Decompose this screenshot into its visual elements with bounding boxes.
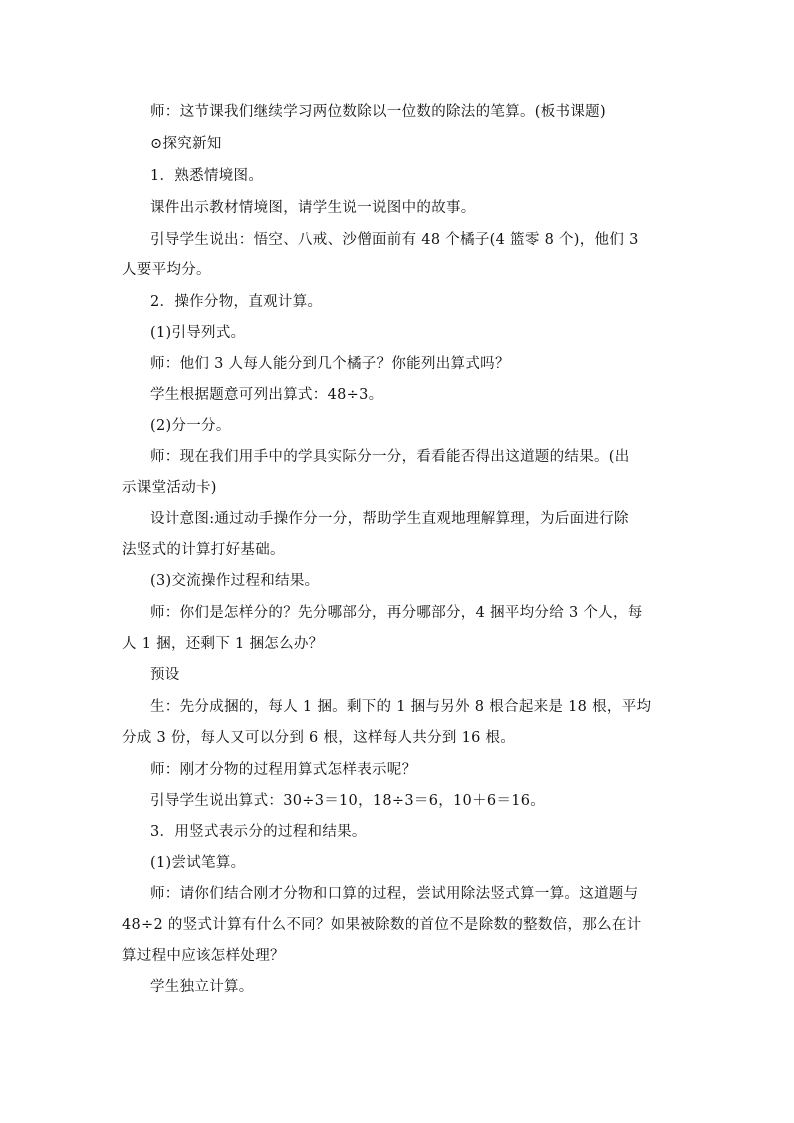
paragraph-line: 师：现在我们用手中的学具实际分一分，看看能否得出这道题的结果。(出 [150,449,630,465]
section-heading: ⊙探究新知 [150,136,222,152]
step-heading: 2．操作分物，直观计算。 [150,294,323,310]
paragraph-line: 法竖式的计算打好基础。 [122,542,285,558]
paragraph-line: 引导学生说出：悟空、八戒、沙僧面前有 48 个橘子(4 篮零 8 个)，他们 3 [150,232,639,248]
paragraph-line: 学生根据题意可列出算式：48÷3。 [150,387,384,403]
paragraph-line: 预设 [150,667,180,683]
paragraph-line: 课件出示教材情境图，请学生说一说图中的故事。 [150,200,476,216]
sub-step-heading: (3)交流操作过程和结果。 [150,573,320,589]
paragraph-line: 人 1 捆，还剩下 1 捆怎么办？ [122,636,324,652]
paragraph-line: 示课堂活动卡) [122,480,217,496]
paragraph-line: 48÷2 的竖式计算有什么不同？如果被除数的首位不是除数的整数倍，那么在计 [122,917,642,933]
paragraph-line: 引导学生说出算式：30÷3＝10，18÷3＝6，10＋6＝16。 [150,793,546,809]
paragraph-line: 师：你们是怎样分的？先分哪部分，再分哪部分，4 捆平均分给 3 个人，每 [150,605,643,621]
paragraph-line: 算过程中应该怎样处理？ [122,948,285,964]
paragraph-line: 师：他们 3 人每人能分到几个橘子？你能列出算式吗？ [150,356,510,372]
paragraph-line: 师：刚才分物的过程用算式怎样表示呢？ [150,762,417,778]
sub-step-heading: (1)尝试笔算。 [150,855,246,871]
paragraph-line: 人要平均分。 [122,262,211,278]
paragraph-line: 分成 3 份，每人又可以分到 6 根，这样每人共分到 16 根。 [122,730,516,746]
paragraph-line: 师：这节课我们继续学习两位数除以一位数的除法的笔算。(板书课题) [150,104,606,120]
paragraph-line: 设计意图:通过动手操作分一分，帮助学生直观地理解算理，为后面进行除 [150,511,629,527]
paragraph-line: 学生独立计算。 [150,979,254,995]
step-heading: 1．熟悉情境图。 [150,168,264,184]
step-heading: 3．用竖式表示分的过程和结果。 [150,824,367,840]
paragraph-line: 师：请你们结合刚才分物和口算的过程，尝试用除法竖式算一算。这道题与 [150,886,639,902]
sub-step-heading: (2)分一分。 [150,418,231,434]
paragraph-line: 生：先分成捆的，每人 1 捆。剩下的 1 捆与另外 8 根合起来是 18 根，平均 [150,699,652,715]
sub-step-heading: (1)引导列式。 [150,325,246,341]
